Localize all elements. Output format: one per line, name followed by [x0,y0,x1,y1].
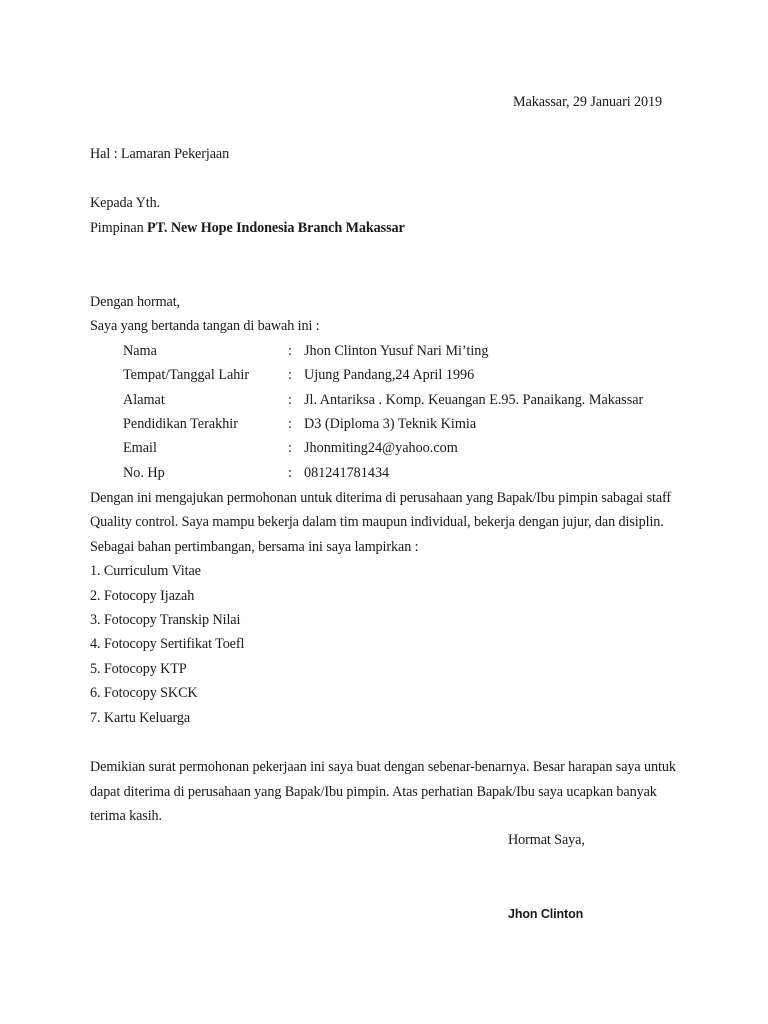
field-value: D3 (Diploma 3) Teknik Kimia [304,416,477,432]
greeting: Dengan hormat, [90,294,181,310]
body-line: Dengan ini mengajukan permohonan untuk diterima di perusahaan yang Bapak/Ibu pimpin sabagai staff [90,490,672,506]
recipient-prefix: Pimpinan [90,220,148,236]
field-value: Jhonmiting24@yahoo.com [304,440,458,456]
field-label: Email [123,440,157,456]
list-item: 2. Fotocopy Ijazah [90,588,195,604]
field-value: Jl. Antariksa . Komp. Keuangan E.95. Panaikang. Makassar [304,392,644,408]
field-label: No. Hp [123,465,165,481]
field-colon: : [288,392,292,408]
recipient-line [90,220,405,237]
to-line: Kepada Yth. [90,195,161,211]
list-item: 4. Fotocopy Sertifikat Toefl [90,636,245,652]
sign-off: Hormat Saya, [508,832,585,848]
field-value: 081241781434 [304,465,390,481]
list-item: 5. Fotocopy KTP [90,661,187,677]
body-line: Sebagai bahan pertimbangan, bersama ini saya lampirkan : [90,539,419,555]
field-label: Alamat [123,392,165,408]
field-colon: : [288,440,292,456]
body-line: Quality control. Saya mampu bekerja dalam tim maupun individual, bekerja dengan jujur, dan disiplin. [90,514,664,530]
field-value: Jhon Clinton Yusuf Nari Mi’ting [304,343,489,359]
list-item: 6. Fotocopy SKCK [90,685,198,701]
field-colon: : [288,465,292,481]
field-label: Pendidikan Terakhir [123,416,238,432]
list-item: 1. Curriculum Vitae [90,563,201,579]
recipient-company: PT. New Hope Indonesia Branch Makassar [147,220,405,236]
closing-line: Demikian surat permohonan pekerjaan ini saya buat dengan sebenar-benarnya. Besar harapan saya untuk [90,759,676,775]
field-label: Nama [123,343,157,359]
field-colon: : [288,367,292,383]
intro-line: Saya yang bertanda tangan di bawah ini : [90,318,320,334]
closing-line: dapat diterima di perusahaan yang Bapak/Ibu pimpin. Atas perhatian Bapak/Ibu saya ucapkan banyak [90,784,657,800]
place-date: Makassar, 29 Januari 2019 [513,94,663,110]
signature-name: Jhon Clinton [508,907,584,921]
field-value: Ujung Pandang,24 April 1996 [304,367,475,383]
closing-line: terima kasih. [90,808,162,824]
subject-line: Hal : Lamaran Pekerjaan [90,146,230,162]
field-label: Tempat/Tanggal Lahir [123,367,250,383]
field-colon: : [288,343,292,359]
field-colon: : [288,416,292,432]
list-item: 7. Kartu Keluarga [90,710,191,726]
list-item: 3. Fotocopy Transkip Nilai [90,612,241,628]
